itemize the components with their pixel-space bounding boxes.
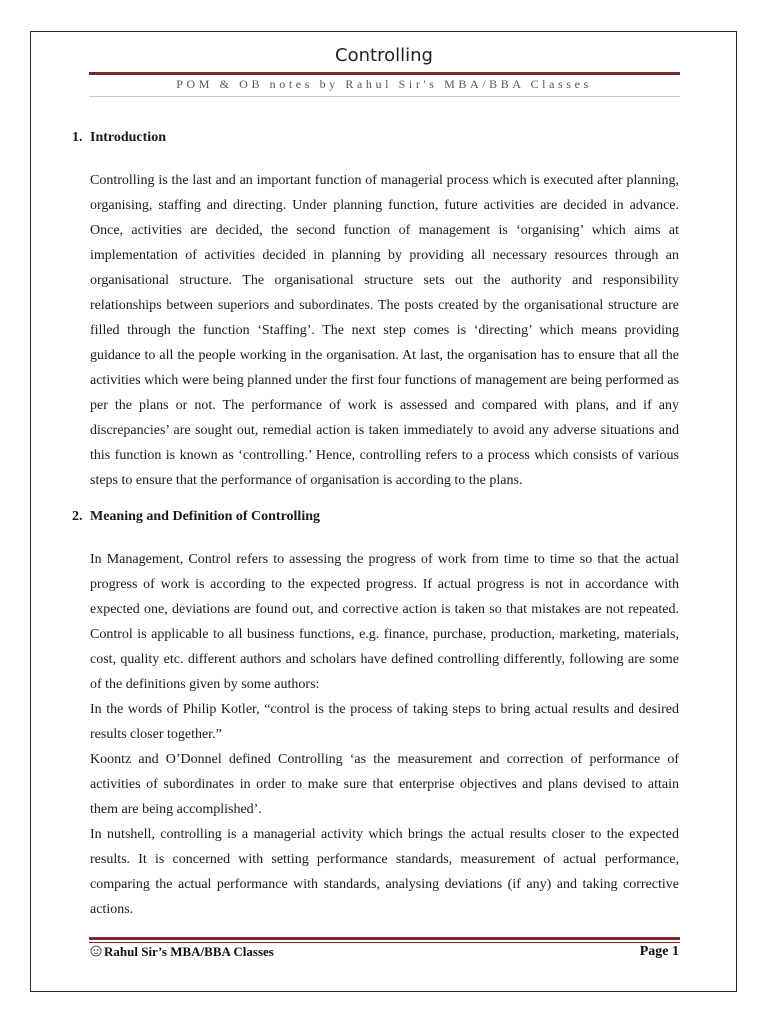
header-underline bbox=[89, 96, 680, 97]
footer-rule bbox=[89, 937, 680, 940]
paragraph: Koontz and O’Donnel defined Controlling ‘as the measurement and correction of performance of activities of subordinates in order to make sure that enterprise objectives and plans devised to attain them are being accomplished’. bbox=[90, 752, 679, 817]
footer-rule-thin bbox=[89, 942, 680, 943]
section-heading bbox=[72, 507, 679, 527]
paragraph: In Management, Control refers to assessing the progress of work from time to time so that the actual progress of work is according to the expected progress. If actual progress is not in accordance with expected one, deviations are found out, and corrective action is taken so that mistakes are not repeated. Control is applicable to all business functions, e.g. finance, purchase, production, marketing, materials, cost, quality etc. different authors and scholars have defined controlling differently, following are some of the definitions given by some authors: bbox=[90, 552, 679, 692]
section-heading bbox=[72, 128, 679, 148]
paragraph: In nutshell, controlling is a managerial activity which brings the actual results closer to the expected results. It is concerned with setting performance standards, measurement of actual performance, comparing the actual performance with standards, analysing deviations (if any) and taking corrective actions. bbox=[90, 827, 679, 917]
section-title: Meaning and Definition of Controlling bbox=[90, 509, 320, 524]
footer-brand-text: Rahul Sir’s MBA/BBA Classes bbox=[104, 944, 274, 959]
section-title: Introduction bbox=[90, 130, 166, 145]
logo-icon bbox=[90, 945, 102, 957]
paragraph: Controlling is the last and an important function of managerial process which is executed after planning, organising, staffing and directing. Under planning function, future activities are decided in advance. Once, activities are decided, the second function of management is ‘organising’ which aims at implementation of activities decided in planning by providing all necessary resources through an organisational structure. The organisational structure sets out the authority and responsibility relationships between superiors and subordinates. The posts created by the organisational structure are filled through the function ‘Staffing’. The next step comes is ‘directing’ which means providing guidance to all the people working in the organisation. At last, the organisation has to ensure that all the activities which were being planned under the first four functions of management are being performed as per the plans or not. The performance of work is assessed and compared with plans, and if any discrepancies’ are sought out, remedial action is taken immediately to avoid any adverse situations and this function is known as ‘controlling.’ Hence, controlling refers to a process which consists of various steps to ensure that the performance of organisation is according to the plans. bbox=[90, 173, 679, 488]
section-number: 1. bbox=[72, 130, 83, 145]
page-title: Controlling bbox=[335, 45, 433, 66]
document-body bbox=[72, 128, 679, 922]
header-rule bbox=[89, 72, 680, 75]
section-number: 2. bbox=[72, 509, 83, 524]
paragraph: In the words of Philip Kotler, “control is the process of taking steps to bring actual results and desired results closer together.” bbox=[90, 702, 679, 742]
footer-brand bbox=[90, 944, 274, 960]
page-subtitle: POM & OB notes by Rahul Sir's MBA/BBA Classes bbox=[176, 77, 592, 91]
page-number: Page 1 bbox=[639, 944, 679, 959]
